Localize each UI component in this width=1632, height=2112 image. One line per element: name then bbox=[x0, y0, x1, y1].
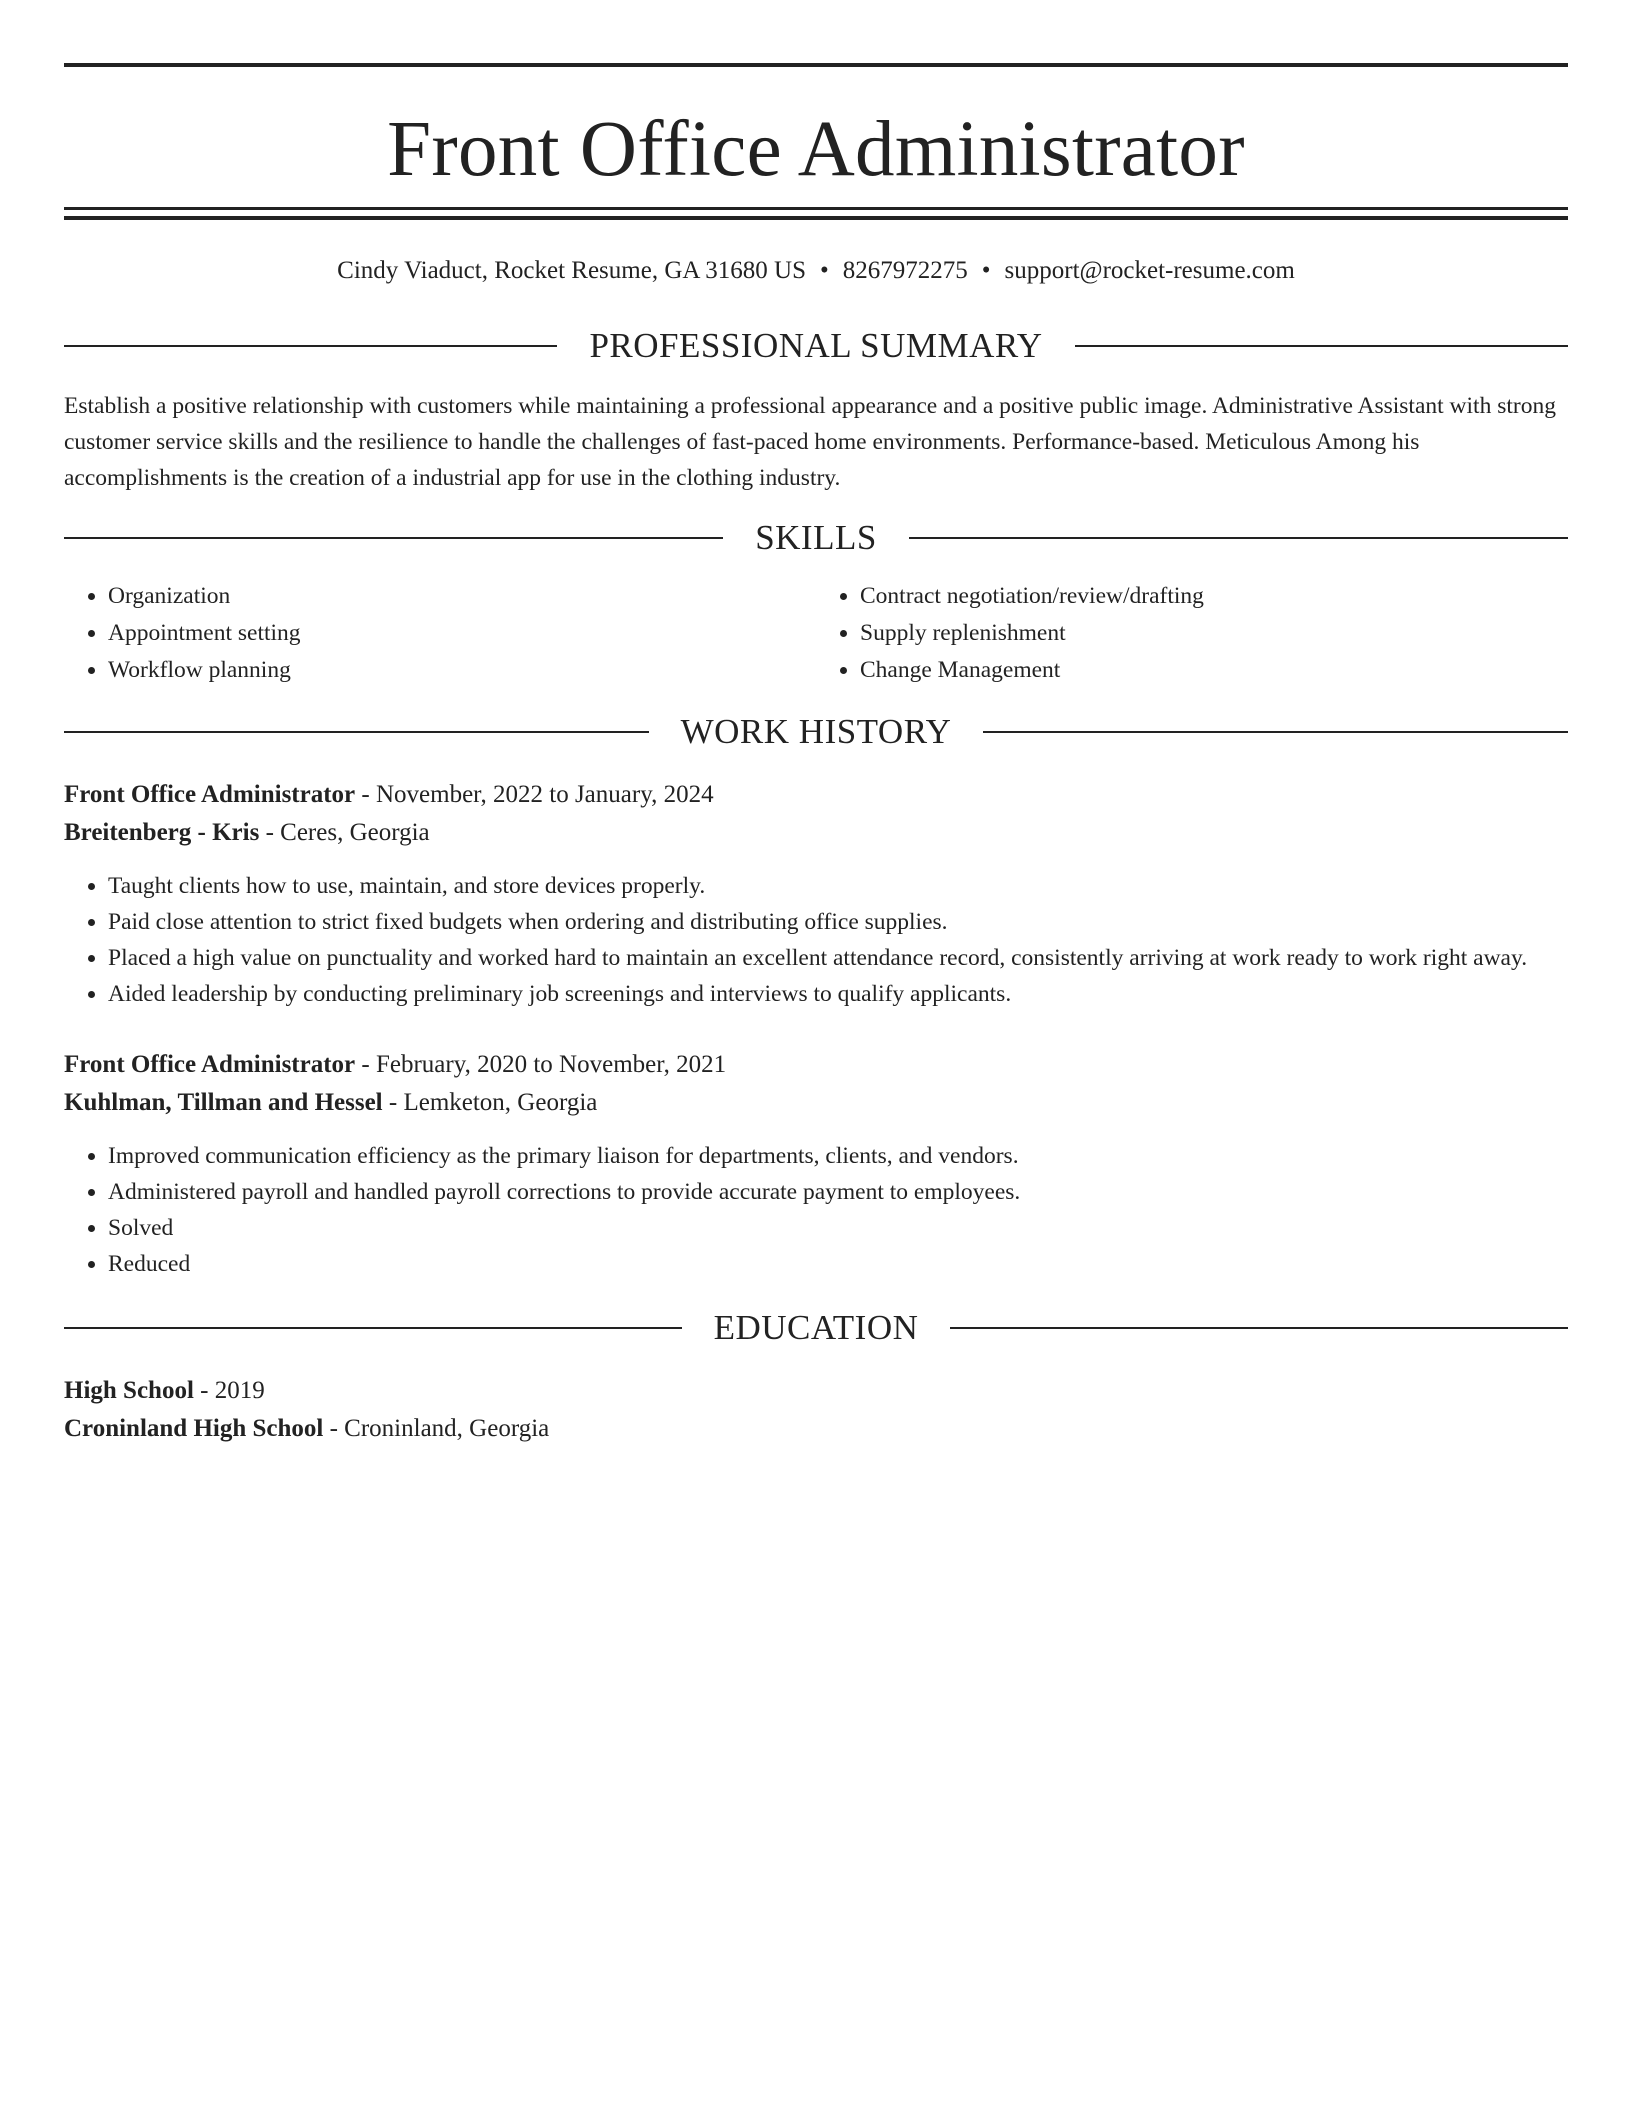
heading-rule-right bbox=[983, 731, 1568, 733]
contact-separator: • bbox=[820, 257, 829, 284]
job-bullet: • Improved communication efficiency as the primary liaison for departments, clients, and vendors. bbox=[108, 1138, 1568, 1174]
job-title: Front Office Administrator bbox=[64, 1051, 356, 1078]
skill-item: • Workflow planning bbox=[108, 652, 816, 689]
work-history-section-heading bbox=[64, 712, 1568, 752]
job-bullet: • Placed a high value on punctuality and worked hard to maintain an excellent attendance record, consistently arriving at work ready to work right away. bbox=[108, 940, 1568, 976]
header-bottom-rule-lower bbox=[64, 216, 1568, 220]
education-location: - Croninland, Georgia bbox=[329, 1415, 550, 1442]
education-school: Croninland High School bbox=[64, 1415, 324, 1442]
job-bullet: • Solved bbox=[108, 1210, 1568, 1246]
job-dates: - November, 2022 to January, 2024 bbox=[361, 781, 714, 808]
heading-rule-right bbox=[950, 1327, 1568, 1329]
contact-separator: • bbox=[981, 257, 991, 284]
skill-item: • Supply replenishment bbox=[860, 615, 1568, 652]
heading-rule-right bbox=[909, 537, 1568, 539]
job-company-line bbox=[64, 1084, 1568, 1122]
summary-heading-label: PROFESSIONAL SUMMARY bbox=[589, 326, 1043, 365]
summary-section-heading bbox=[64, 326, 1568, 366]
skills-heading-label: SKILLS bbox=[755, 518, 877, 557]
skills-section-heading bbox=[64, 518, 1568, 558]
job-bullet: • Administered payroll and handled payroll corrections to provide accurate payment to employees. bbox=[108, 1174, 1568, 1210]
summary-text: Establish a positive relationship with customers while maintaining a professional appearance and a positive public image. Administrative Assistant with strong customer service skills and the resilience to handle the challenges of fast-paced home environments. Performance-based. Meticulous Among his accomplishments is the creation of a industrial app for use in the clothing industry. bbox=[64, 393, 1556, 491]
heading-rule-left bbox=[64, 731, 649, 733]
resume-title: Front Office Administrator bbox=[387, 106, 1245, 193]
job-bullet: • Aided leadership by conducting preliminary job screenings and interviews to qualify applicants. bbox=[108, 976, 1568, 1012]
heading-rule-left bbox=[64, 1327, 682, 1329]
skill-item: • Contract negotiation/review/drafting bbox=[860, 578, 1568, 615]
skill-item: • Organization bbox=[108, 578, 816, 615]
job-location: - Lemketon, Georgia bbox=[388, 1089, 598, 1116]
job-bullet: • Taught clients how to use, maintain, and store devices properly. bbox=[108, 868, 1568, 904]
contact-address: Cindy Viaduct, Rocket Resume, GA 31680 US bbox=[337, 257, 807, 284]
job-bullets bbox=[64, 868, 1568, 1012]
contact-line bbox=[64, 256, 1568, 286]
education-degree: High School bbox=[64, 1377, 194, 1404]
job-location: - Ceres, Georgia bbox=[265, 819, 430, 846]
job-entry bbox=[64, 776, 1568, 1012]
skill-item: • Change Management bbox=[860, 652, 1568, 689]
education-degree-line bbox=[64, 1372, 1568, 1410]
job-bullet: • Paid close attention to strict fixed budgets when ordering and distributing office supplies. bbox=[108, 904, 1568, 940]
job-title: Front Office Administrator bbox=[64, 781, 356, 808]
resume-content bbox=[64, 0, 1568, 1448]
job-dates: - February, 2020 to November, 2021 bbox=[361, 1051, 727, 1078]
job-title-line bbox=[64, 1046, 1568, 1084]
education-heading-label: EDUCATION bbox=[713, 1308, 919, 1347]
job-company: Kuhlman, Tillman and Hessel bbox=[64, 1089, 383, 1116]
education-section-heading bbox=[64, 1308, 1568, 1348]
skills-column-left bbox=[64, 578, 816, 689]
education-school-line bbox=[64, 1410, 1568, 1448]
skills-list bbox=[64, 578, 1568, 689]
job-bullet: • Reduced bbox=[108, 1246, 1568, 1282]
job-company: Breitenberg - Kris bbox=[64, 819, 260, 846]
job-bullets bbox=[64, 1138, 1568, 1282]
skills-column-right bbox=[816, 578, 1568, 689]
contact-email: support@rocket-resume.com bbox=[1004, 257, 1295, 284]
job-entry bbox=[64, 1046, 1568, 1282]
work-history-heading-label: WORK HISTORY bbox=[680, 712, 952, 751]
education-year: - 2019 bbox=[200, 1377, 265, 1404]
header-bottom-rule-upper bbox=[64, 207, 1568, 210]
contact-phone: 8267972275 bbox=[842, 257, 968, 284]
heading-rule-left bbox=[64, 537, 723, 539]
education-entry bbox=[64, 1372, 1568, 1448]
job-title-line bbox=[64, 776, 1568, 814]
heading-rule-right bbox=[1075, 345, 1568, 347]
job-company-line bbox=[64, 814, 1568, 852]
heading-rule-left bbox=[64, 345, 557, 347]
skill-item: • Appointment setting bbox=[108, 615, 816, 652]
